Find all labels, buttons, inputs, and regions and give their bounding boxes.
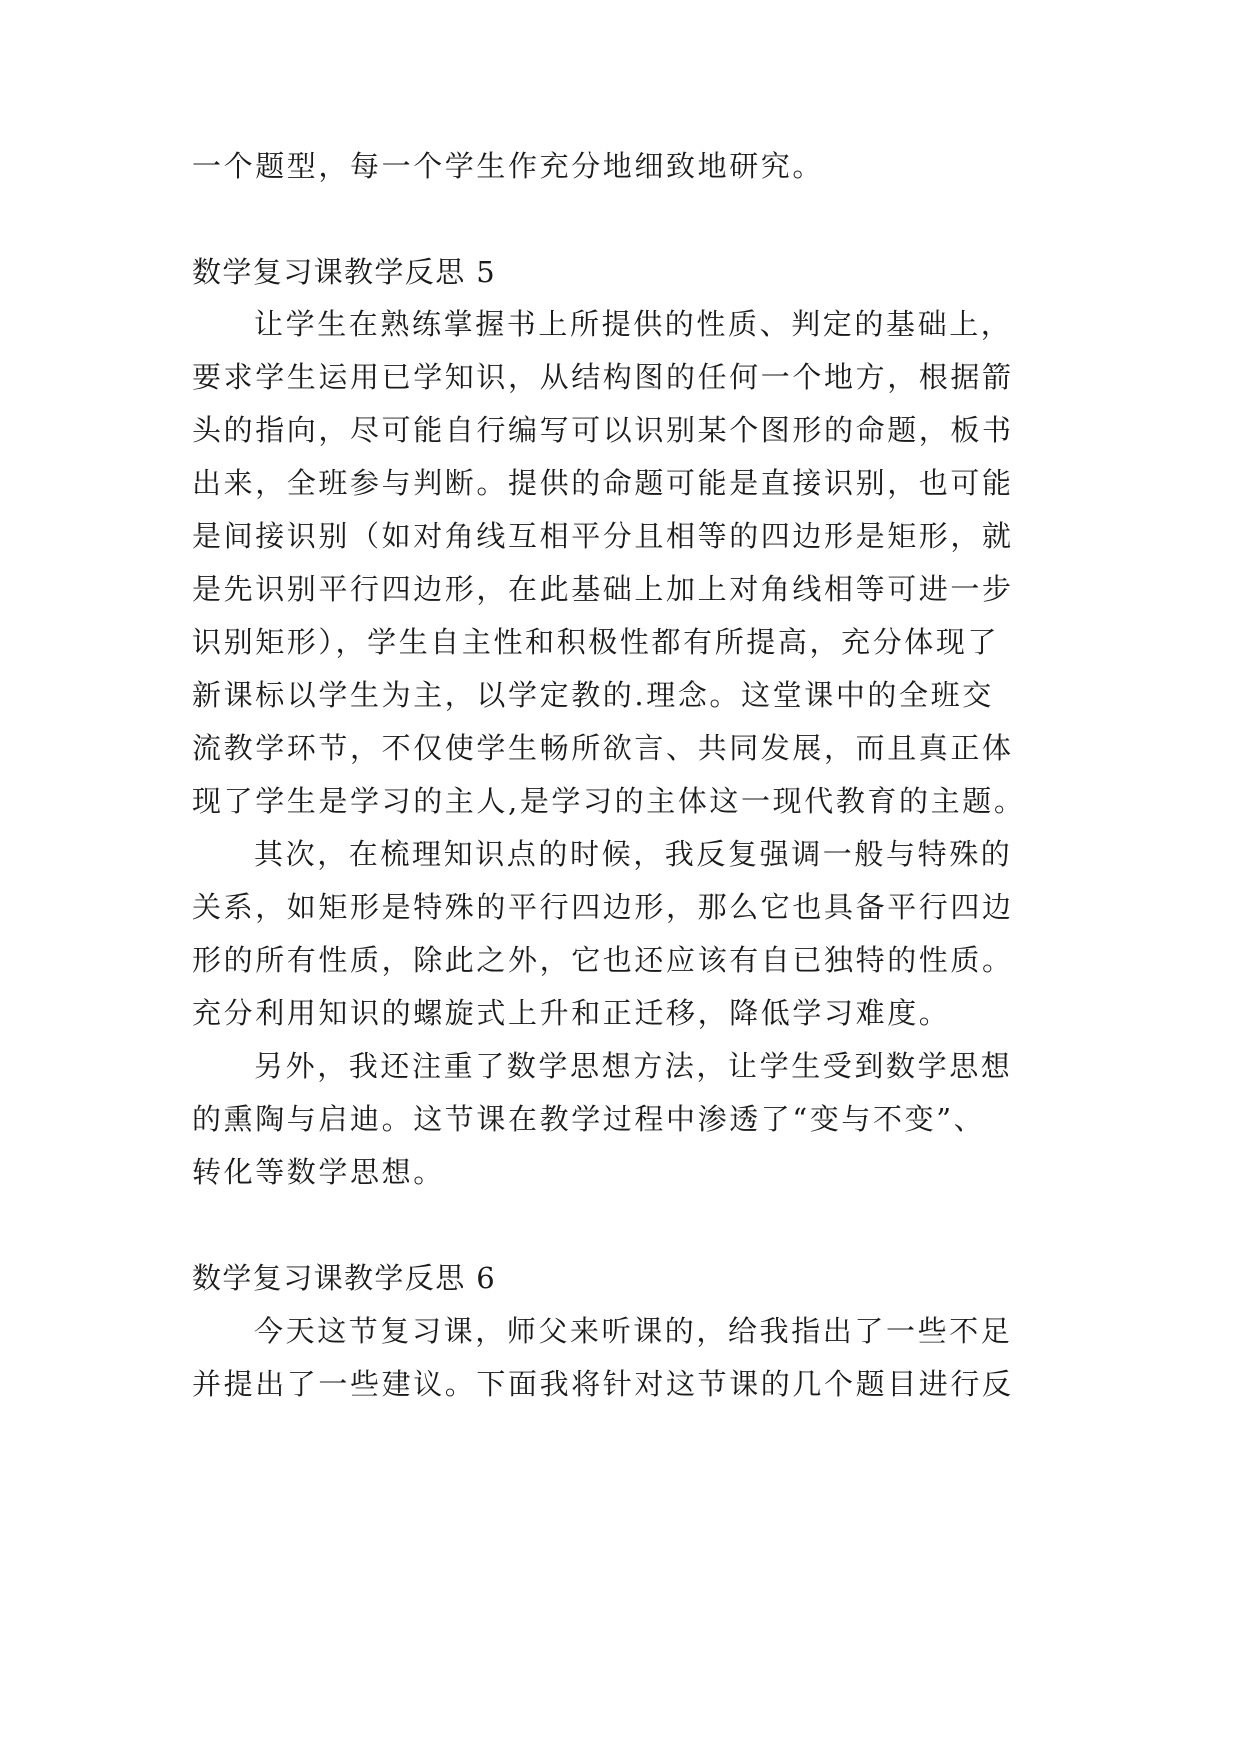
text-line: 关系，如矩形是特殊的平行四边形，那么它也具备平行四边 bbox=[192, 890, 1014, 924]
text-line: 今天这节复习课，师父来听课的，给我指出了一些不足 bbox=[254, 1314, 1013, 1348]
text-line: 并提出了一些建议。下面我将针对这节课的几个题目进行反 bbox=[192, 1367, 1014, 1401]
text-line: 出来，全班参与判断。提供的命题可能是直接识别，也可能 bbox=[192, 466, 1014, 500]
section-5-heading: 数学复习课教学反思 5 bbox=[192, 255, 497, 289]
text-line: 识别矩形），学生自主性和积极性都有所提高，充分体现了 bbox=[192, 625, 1000, 659]
text-line: 新课标以学生为主，以学定教的.理念。这堂课中的全班交 bbox=[192, 678, 994, 712]
text-line: 另外，我还注重了数学思想方法，让学生受到数学思想 bbox=[254, 1049, 1013, 1083]
text-line: 转化等数学思想。 bbox=[192, 1155, 445, 1189]
text-line: 形的所有性质，除此之外，它也还应该有自已独特的性质。 bbox=[192, 943, 1014, 977]
intro-line: 一个题型，每一个学生作充分地细致地研究。 bbox=[192, 149, 825, 183]
text-line: 现了学生是学习的主人,是学习的主体这一现代教育的主题。 bbox=[192, 784, 1026, 818]
section-6-heading: 数学复习课教学反思 6 bbox=[192, 1261, 497, 1295]
text-line: 的熏陶与启迪。这节课在教学过程中渗透了“变与不变”、 bbox=[192, 1102, 986, 1136]
text-line: 要求学生运用已学知识，从结构图的任何一个地方，根据箭 bbox=[192, 360, 1014, 394]
text-line: 是间接识别（如对角线互相平分且相等的四边形是矩形，就 bbox=[192, 519, 1014, 553]
text-line: 是先识别平行四边形，在此基础上加上对角线相等可进一步 bbox=[192, 572, 1014, 606]
text-line: 其次，在梳理知识点的时候，我反复强调一般与特殊的 bbox=[254, 837, 1013, 871]
text-line: 流教学环节，不仅使学生畅所欲言、共同发展，而且真正体 bbox=[192, 731, 1014, 765]
text-line: 让学生在熟练掌握书上所提供的性质、判定的基础上， bbox=[254, 307, 1013, 341]
text-line: 头的指向，尽可能自行编写可以识别某个图形的命题，板书 bbox=[192, 413, 1014, 447]
text-line: 充分利用知识的螺旋式上升和正迁移，降低学习难度。 bbox=[192, 996, 951, 1030]
